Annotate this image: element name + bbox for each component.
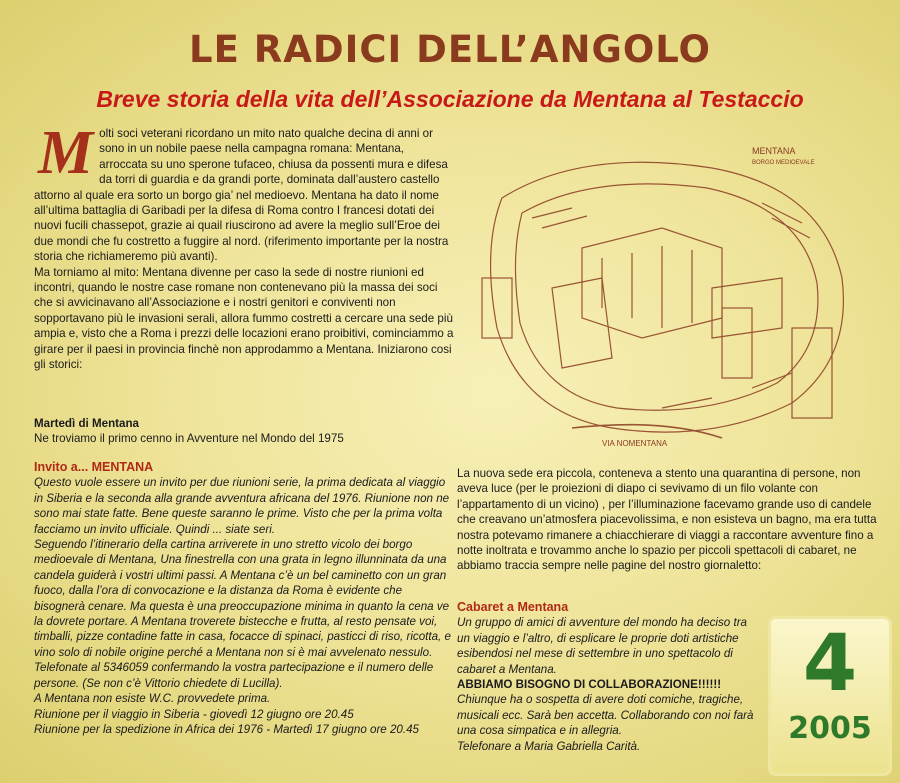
section-cabaret-heading: Cabaret a Mentana (457, 600, 569, 614)
intro-paragraph-1: olti soci veterani ricordano un mito nato qualche decina di anni or sono in un nobile paese nella campagna romana: Mentana, arroccata su uno sperone tufaceo, chiusa da possenti mura e difesa da torri di guardia e da grandi porte, dominata dall’austero castello attorno al quale era sorto un borgo gia’ nel medioevo. Mentana ha dato il nome all’ultima battaglia di Garibadi per la difesa di Roma contro I francesi dotati dei nuovi fucili chassepot, grazie ai quail riuscirono ad avere la meglio sull’Eroe dei due mondi che fu costretto a fuggire al nord. (riferimento importante per la nostra storia che richiameremo più avanti). (34, 127, 449, 264)
issue-number: 4 (802, 619, 858, 709)
intro-text (34, 119, 454, 373)
drop-cap: M (38, 119, 94, 187)
section-invito (34, 460, 454, 737)
intro-paragraph-2: Ma torniamo al mito: Mentana divenne per caso la sede di nostre riunioni ed incontri, quando le nostre case romane non contenevano più la massa dei soci che si avvicinavano all’Associazione e i nostri genitori e conviventi non sopportavano più le invasioni serali, allora fummo costretti a cercare una sede più ampia e, visto che a Roma i prezzi delle locazioni erano proibitivi, cominciammo a girare per il paesi in provincia finchè non approdammo a Mentana. Iniziarono cosi gli storici: (34, 265, 454, 372)
section-cabaret-paragraph-3: Chiunque ha o sospetta di avere doti comiche, tragiche, musicali ecc. Sarà ben accetta. Collaborando con noi farà una cosa simpatica e in allegria. (457, 693, 754, 738)
section-invito-heading: Invito a... MENTANA (34, 460, 154, 474)
sketch-label-mentana: MENTANA (752, 146, 796, 156)
section-invito-paragraph-5: Riunione per la spedizione in Africa dei 1976 - Martedì 17 giugno ore 20.45 (34, 722, 419, 736)
section-martedi (34, 416, 454, 447)
section-cabaret-paragraph-4: Telefonare a Maria Gabriella Carità. (457, 739, 641, 753)
right-column-text (457, 466, 882, 574)
issue-badge (768, 616, 892, 776)
page-title: LE RADICI DELL’ANGOLO (189, 28, 711, 71)
sketch-drawing (462, 128, 862, 454)
right-paragraph-1: La nuova sede era piccola, conteneva a stento una quarantina di persone, non aveva luce (per le proiezioni di diapo ci sevivamo di un filo volante con l’appartamento di un vicino) , per l’illuminazione facevamo grande uso di candele che creavano un’atmosfera piacevolissima, e non esisteva un bagno, ma era tutta nostra potevamo rimanere a chiacchierare di viaggi a raccontare avventure fino a notte inoltrata e trovammo anche lo spazio per piccoli spettacoli di cabaret, ne abbiamo traccia sempre nelle pagine del nostro giornaletto: (457, 467, 877, 573)
page-subtitle: Breve storia della vita dell’Associazione da Mentana al Testaccio (96, 86, 804, 112)
issue-year: 2005 (788, 711, 872, 746)
section-martedi-text: Ne troviamo il primo cenno in Avventure nel Mondo del 1975 (34, 432, 344, 446)
section-invito-paragraph-3: A Mentana non esiste W.C. provvedete prima. (34, 692, 271, 706)
section-invito-paragraph-4: Riunione per il viaggio in Siberia - giovedì 12 giugno ore 20.45 (34, 707, 354, 721)
section-cabaret-paragraph-1: Un gruppo di amici di avventure del mondo ha deciso tra un viaggio e l’altro, di esplicare le proprie doti artistiche esibendosi nel mese di settembre in uno spettacolo di cabaret a Mentana. (457, 616, 748, 676)
section-cabaret-paragraph-2: ABBIAMO BISOGNO DI COLLABORAZIONE!!!!!! (457, 678, 722, 692)
section-invito-paragraph-1: Questo vuole essere un invito per due riunioni serie, la prima dedicata al viaggio in Siberia e la seconda alla grande avventura africana del 1976. Riunione non ne sono mai state fatte. Bene queste saranno le prime. Visto che per la prima volta facciamo un invito ufficiale. Quindi ... siate seri. (34, 476, 450, 536)
sketch-label-via: VIA NOMENTANA (602, 439, 668, 448)
sketch-label-borgo: BORGO MEDIOEVALE (752, 160, 815, 166)
mentana-sketch-illustration (462, 128, 862, 454)
section-invito-paragraph-2: Seguendo l’itinerario della cartina arriverete in uno stretto vicolo dei borgo medioevale di Mentana, Una finestrella con una grata in legno illunninata da una candela guiderà i vostri ultimi passi. A Mentana c’è un bel caminetto con un gran fuoco, dalla l’ora di convocazione e la distanza da Roma è evidente che bisognerà cenare. Ma questa è una preoccupazione minima in quanto la cena ve la dovrete portare. A Mentana troverete bistecche e frutta, al resto pensate voi, timballi, pizze contadine fatte in casa, focacce di spinaci, pasticci di riso, ricotta, e vino solo di nobile origine perché a Mentana non si è mai avvelenato nessulo. Telefonate al 5346059 confermando la vostra partecipazione e il numero delle persone. (Se non c’è Vittorio chiedete di Lucilla). (34, 538, 451, 690)
section-cabaret (457, 600, 762, 754)
section-martedi-heading: Martedì di Mentana (34, 417, 140, 430)
